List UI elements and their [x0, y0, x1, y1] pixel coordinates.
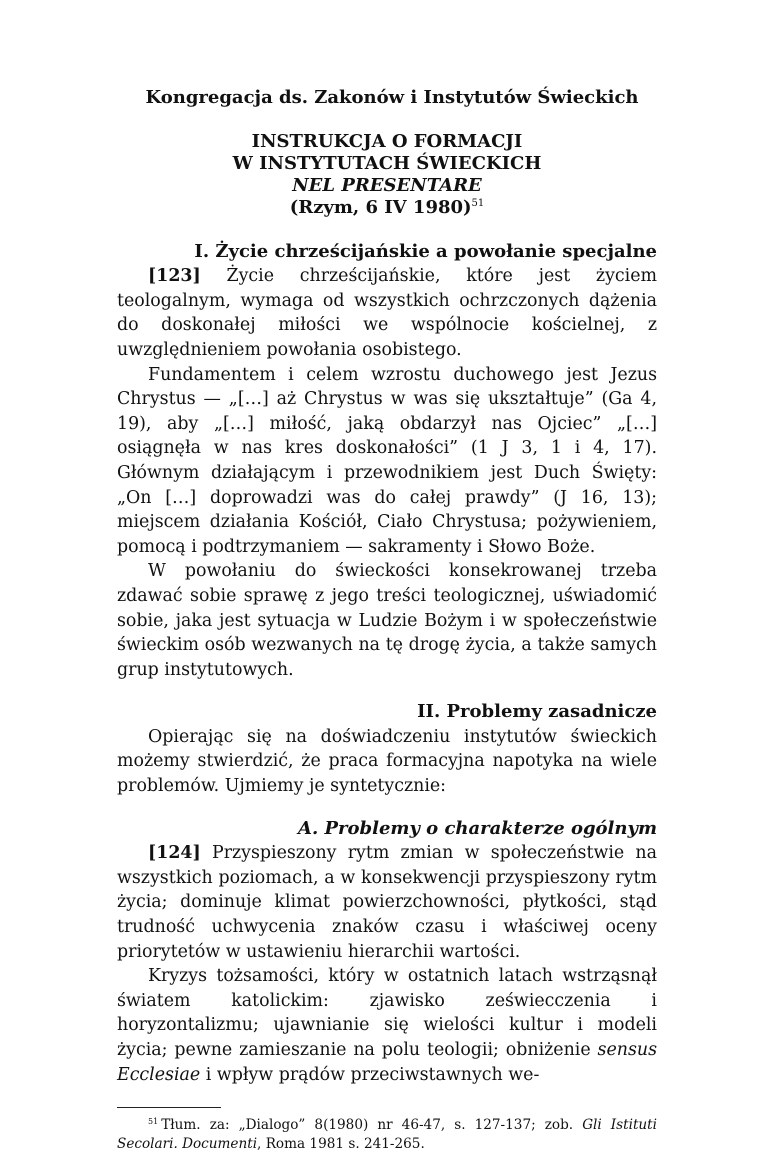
paragraph: Fundamentem i celem wzrostu duchowego jest Jezus Chrystus — „[…] aż Chrystus w was się ukształtuje” (Ga 4, 19), aby „[…] miłość, jaką obdarzył nas Ojciec” „[…] osiągnęła w nas kres doskonałości” (1 J 3, 1 i 4, 17). Głównym działającym i przewodnikiem jest Duch Święty: „On […] doprowadzi was do całej prawdy” (J 16, 13); miejscem działania Kościół, Ciało Chrystusa; pożywieniem, pomocą i podtrzymaniem — sakramenty i Słowo Boże.: [117, 364, 657, 557]
section-heading-1: I. Życie chrześcijańskie a powołanie specjalne: [194, 240, 657, 262]
paragraph: W powołaniu do świeckości konsekrowanej trzeba zdawać sobie sprawę z jego treści teologicznej, uświadomić sobie, jaka jest sytuacja w Ludzie Bożym i w społeczeństwie świeckim osób wezwanych na tę drogę życia, a także samych grup instytutowych.: [117, 561, 657, 680]
paragraph-number: [123]: [148, 266, 201, 287]
footnote-separator: [117, 1107, 221, 1108]
footnote-reference: 51: [471, 197, 485, 209]
title-line-1: INSTRUKCJA O FORMACJI: [251, 130, 523, 152]
paragraph-text: Życie chrześcijańskie, które jest życiem teologalnym, wymaga od wszystkich ochrzczonych dążenia do doskonałej miłości we wspólnocie kościelnej, z uwzględnieniem powołania osobistego.: [117, 266, 657, 360]
paragraph: Opierając się na doświadczeniu instytutów świeckich możemy stwierdzić, że praca formacyjna napotyka na wiele problemów. Ujmiemy je syntetycznie:: [117, 726, 657, 797]
paragraph: [117, 964, 657, 1087]
footnote-book-title: Gli Istituti Secolari. Documenti: [117, 1117, 657, 1153]
title-date: (Rzym, 6 IV 1980): [289, 196, 472, 218]
latin-term: sensus Ecclesiae: [117, 1040, 657, 1085]
section-heading-a: A. Problemy o charakterze ogólnym: [298, 817, 657, 839]
section-heading-2: II. Problemy zasadnicze: [417, 701, 657, 723]
footnote-text-a: Tłum. za: „Dialogo” 8(1980) nr 46-47, s. 127-137; zob.: [161, 1117, 583, 1134]
title-line-4: [117, 197, 657, 219]
organization-name: Kongregacja ds. Zakonów i Instytutów Świeckich: [145, 87, 639, 108]
title-line-3: NEL PRESENTARE: [292, 174, 482, 196]
paragraph-number: [124]: [148, 843, 201, 864]
title-line-2: W INSTYTUTACH ŚWIECKICH: [232, 152, 542, 174]
document-title: [117, 131, 657, 219]
paragraph-text-b: i wpływ prądów przeciwstawnych we-: [200, 1064, 540, 1085]
footnote-text-b: , Roma 1981 s. 241-265.: [257, 1136, 425, 1153]
paragraph-text: Przyspieszony rytm zmian w społeczeństwie na wszystkich poziomach, a w konsekwencji przyspieszony rytm życia; dominuje klimat powierzchowności, płytkości, stąd trudność uchwycenia znaków czasu i właściwej oceny priorytetów w ustawieniu hierarchii wartości.: [117, 843, 657, 962]
paragraph-124: [117, 841, 657, 964]
paragraph-text-a: Kryzys tożsamości, który w ostatnich latach wstrząsnął światem katolickim: zjawisko zeświecczenia i horyzontalizmu; ujawnianie się wielości kultur i modeli życia; pewne zamieszanie na polu teologii; obniżenie: [117, 966, 657, 1060]
paragraph-123: [117, 264, 657, 362]
footnote: [117, 1116, 657, 1154]
footnote-number: 51: [148, 1116, 159, 1126]
